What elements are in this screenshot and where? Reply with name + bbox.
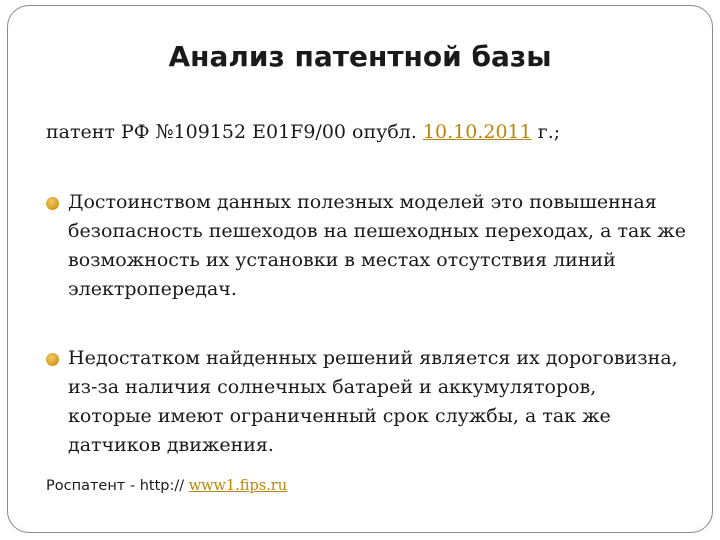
patent-prefix: патент РФ №109152 Е01F9/00 опубл. [46,121,423,143]
patent-reference [46,121,560,143]
bullet-dot-icon [46,353,59,366]
bullet-text: Недостатком найденных решений является их дороговизна, из-за наличия солнечных батарей и аккумуляторов, которые имеют ограниченный срок службы, а так же датчиков движения. [68,347,678,456]
publication-date-link[interactable]: 10.10.2011 [422,121,532,143]
patent-suffix: г.; [531,121,561,143]
slide-title: Анализ патентной базы [168,40,552,73]
bullet-disadvantages [46,344,686,460]
source-reference [46,478,287,494]
bullet-dot-icon [46,197,59,210]
source-link[interactable]: www1.fips.ru [188,478,288,494]
bullet-advantages [46,188,686,304]
bullet-text: Достоинством данных полезных моделей это повышенная безопасность пешеходов на пешеходных переходах, а так же возможность их установки в местах отсутствия линий электропередач. [68,191,686,300]
source-label: Роспатент - http:// [46,478,189,494]
